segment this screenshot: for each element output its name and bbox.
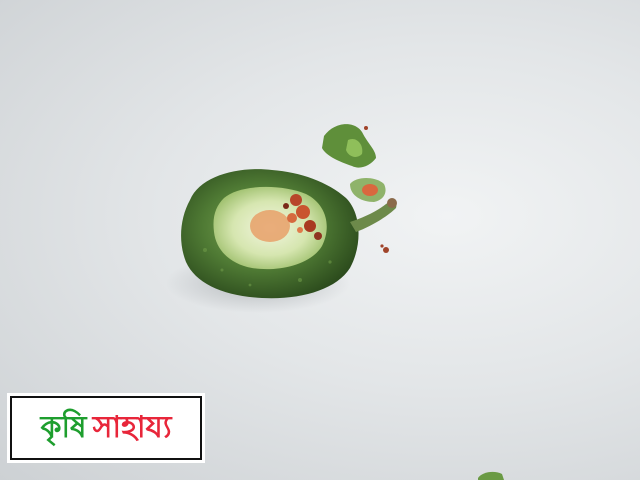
stem-tip xyxy=(387,198,397,208)
rotten-core xyxy=(250,210,290,242)
watermark-logo xyxy=(7,393,205,463)
watermark-word-krishi: কৃষি xyxy=(40,409,87,445)
watermark-frame xyxy=(10,396,202,460)
cut-piece-damage xyxy=(362,184,378,196)
watermark-word-sahajjo: সাহায্য xyxy=(92,409,172,445)
edge-fragment xyxy=(478,472,504,480)
